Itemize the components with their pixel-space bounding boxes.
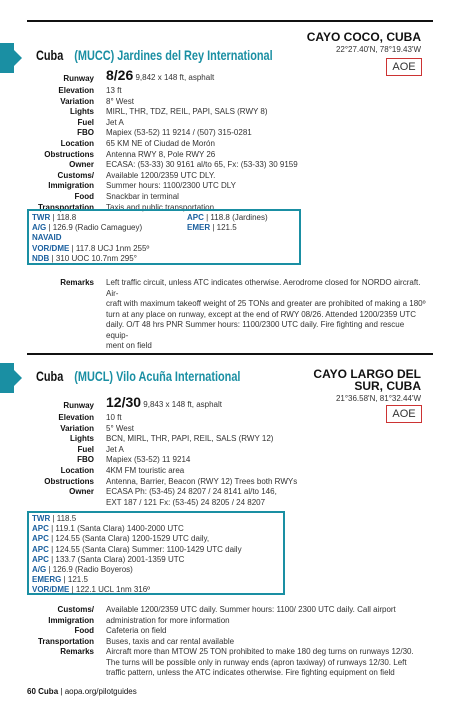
- field-label: Owner: [69, 160, 94, 170]
- field-value: [106, 171, 215, 182]
- field-value-text: ECASA Ph: (53-45) 24 8207 / 24 8141 al/to 146,: [106, 487, 277, 497]
- field-value: [106, 160, 298, 171]
- field-value-line: The turns will be possible only in runway ends (apron taxiway) of runways 12/30. Left: [106, 657, 407, 667]
- city-name: CAYO COCO, CUBA: [306, 30, 421, 44]
- frequency-type: TWR: [32, 213, 51, 222]
- section-tab-marker: [0, 43, 14, 73]
- frequency-value: 118.8 (Jardines): [210, 213, 268, 222]
- field-value-text: 9,842 x 148 ft, asphalt: [135, 73, 215, 82]
- frequency-line: NDB | 310 UOC 10.7nm 295°: [32, 253, 137, 263]
- field-label: Location: [60, 466, 94, 475]
- field-value: [106, 434, 273, 445]
- frequency-line: EMER | 121.5: [187, 223, 237, 233]
- field-label: Obstructions: [44, 149, 94, 159]
- field-value-text: 4KM FM touristic area: [106, 466, 185, 475]
- field-value-line: Available 1200/2359 UTC daily. Summer hours: 1100/ 2300 UTC daily. Call airport: [106, 605, 396, 614]
- field-value-text: EXT 187 / 121 Fx: (53-45) 24 8205 / 24 8207: [106, 497, 266, 507]
- field-value: [106, 150, 215, 161]
- field-value: [106, 192, 179, 203]
- frequency-type: NDB: [32, 253, 50, 263]
- frequency-type: A/G: [32, 223, 47, 233]
- footer-section: Cuba: [38, 687, 59, 696]
- frequency-value: 118.5: [56, 514, 77, 523]
- field-label: Food: [74, 626, 94, 635]
- remarks-text: [106, 278, 426, 352]
- frequency-type: NAVAID: [32, 233, 62, 243]
- field-value: [106, 394, 223, 411]
- frequency-value: 126.9 (Radio Boyeros): [52, 565, 133, 574]
- field-value-text: 65 KM NE of Ciudad de Morón: [106, 139, 215, 148]
- field-value-text: 8° West: [106, 96, 134, 106]
- field-value: [106, 455, 190, 466]
- frequency-line: APC | 118.8 (Jardines): [187, 213, 268, 222]
- field-value: [106, 97, 134, 108]
- frequency-line: VOR/DME | 117.8 UCJ 1nm 255º: [32, 243, 150, 253]
- remarks-line: craft with maximum takeoff weight of 25 TONs and greater are prohibited of making a 180º: [106, 299, 426, 308]
- frequency-type: VOR/DME: [32, 243, 70, 253]
- field-value-text: Mapiex (53-52) 11 9214 / (507) 315-0281: [106, 128, 252, 138]
- field-value-line: Buses, taxis and car rental available: [106, 636, 235, 646]
- frequency-value: 118.8: [56, 213, 77, 222]
- field-value: [106, 487, 277, 498]
- field-label: Immigration: [48, 615, 94, 625]
- section-tab-marker: [0, 363, 14, 393]
- airport-heading: [36, 368, 240, 384]
- remarks-line: daily. O/T 48 hrs PNR Summer hours: 1100/2300 UTC daily. Fire fighting and rescue equip-: [106, 320, 405, 340]
- field-label: Obstructions: [44, 476, 94, 486]
- frequency-type: APC: [32, 534, 49, 544]
- frequency-line: APC | 119.1 (Santa Clara) 1400-2000 UTC: [32, 524, 184, 534]
- field-value: [106, 424, 134, 435]
- page-footer: [27, 687, 137, 696]
- field-label: Customs/: [57, 170, 94, 180]
- field-value-text: Jet A: [106, 117, 124, 127]
- remarks-line: turn at any place on runway, except at the end of RWY 08/26. Attended 1200/2359 UTC: [106, 309, 416, 319]
- field-label: Remarks: [60, 647, 94, 656]
- field-label: Transportation: [37, 636, 94, 646]
- frequency-value: 310 UOC 10.7nm 295°: [55, 253, 137, 263]
- country-name: Cuba: [36, 368, 64, 384]
- field-label: Immigration: [48, 181, 94, 191]
- frequency-value: 119.1 (Santa Clara) 1400-2000 UTC: [55, 524, 184, 534]
- coordinates: 22°27.40'N, 78°19.43'W: [335, 45, 421, 54]
- field-label: Variation: [60, 96, 94, 106]
- remarks-line: Left traffic circuit, unless ATC indicates otherwise. Aerodrome closed for NORDO aircraft. Air-: [106, 278, 421, 298]
- frequency-line: TWR | 118.8: [32, 213, 77, 222]
- airport-heading: [36, 47, 273, 63]
- frequency-type: EMERG: [32, 575, 62, 585]
- remarks-line: ment on field: [106, 341, 152, 350]
- field-value: [106, 413, 122, 424]
- frequency-value: 121.5: [216, 223, 237, 233]
- field-label: Elevation: [58, 86, 94, 95]
- frequency-value: 124.55 (Santa Clara) 1200-1529 UTC daily,: [55, 534, 210, 544]
- frequency-value: 121.5: [67, 575, 88, 585]
- field-value-text: MIRL, THR, TDZ, REIL, PAPI, SALS (RWY 8): [106, 107, 268, 117]
- field-value-text: Summer hours: 1100/2300 UTC DLY: [106, 181, 236, 191]
- field-value-text: Snackbar in terminal: [106, 192, 179, 201]
- frequency-line: APC | 124.55 (Santa Clara) Summer: 1100-1429 UTC daily: [32, 544, 242, 554]
- frequency-type: TWR: [32, 514, 51, 523]
- field-value: [106, 118, 124, 129]
- coordinates: 21°36.58'N, 81°32.44'W: [335, 394, 421, 403]
- frequency-type: APC: [32, 524, 49, 534]
- field-value-line: Aircraft more than MTOW 25 TON prohibited to make 180 deg turns on runways 12/30.: [106, 647, 414, 656]
- field-value-text: Antenna RWY 8, Pole RWY 26: [106, 149, 216, 159]
- field-label: Location: [60, 139, 94, 148]
- field-value: [106, 67, 215, 84]
- footer-separator: |: [60, 687, 63, 696]
- field-value: [106, 139, 215, 150]
- frequency-value: 126.9 (Radio Camaguey): [52, 223, 143, 233]
- aoe-badge: AOE: [386, 58, 422, 76]
- page-number: 60: [27, 687, 36, 696]
- field-value: [106, 86, 122, 97]
- field-label: Runway: [63, 401, 94, 410]
- field-label: FBO: [77, 455, 94, 465]
- frequency-type: APC: [32, 554, 49, 564]
- field-value-line: administration for more information: [106, 615, 230, 625]
- frequency-type: A/G: [32, 565, 47, 574]
- section-rule: [27, 353, 433, 355]
- field-value-line: Cafeteria on field: [106, 626, 167, 635]
- frequency-type: VOR/DME: [32, 585, 70, 595]
- field-label: Lights: [70, 434, 94, 444]
- field-value: [106, 128, 252, 139]
- field-value-text: Available 1200/2359 UTC DLY.: [106, 170, 216, 180]
- field-label: Variation: [60, 423, 94, 433]
- field-value-text: Jet A: [106, 444, 124, 454]
- frequency-line: APC | 133.7 (Santa Clara) 2001-1359 UTC: [32, 554, 185, 564]
- field-label: Food: [74, 192, 94, 201]
- field-value-line: traffic pattern, unless the ATC indicates otherwise. Fire fighting equipment on field: [106, 668, 395, 677]
- field-label: Runway: [63, 74, 94, 83]
- field-value: [106, 445, 124, 456]
- frequency-type: EMER: [187, 223, 211, 233]
- field-value-text: 9,843 x 148 ft, asphalt: [143, 400, 223, 409]
- frequency-line: VOR/DME | 122.1 UCL 1nm 316º: [32, 585, 151, 595]
- field-value-text: Mapiex (53-52) 11 9214: [106, 455, 191, 465]
- field-value: [106, 181, 236, 192]
- frequency-line: EMERG | 121.5: [32, 575, 88, 585]
- field-value-text: BCN, MIRL, THR, PAPI, REIL, SALS (RWY 12): [106, 434, 274, 444]
- field-label: Fuel: [77, 444, 94, 454]
- frequency-type: APC: [187, 213, 204, 222]
- airport-code-name: (MUCC) Jardines del Rey International: [74, 47, 273, 63]
- field-value-text: Taxis and public transportation: [106, 202, 215, 212]
- field-label: FBO: [77, 128, 94, 138]
- frequency-line: A/G | 126.9 (Radio Camaguey): [32, 223, 143, 233]
- field-value-text: Antenna, Barrier, Beacon (RWY 12) Trees both RWYs: [106, 476, 298, 486]
- city-name-line2: SUR, CUBA: [354, 379, 421, 393]
- field-label: Elevation: [58, 413, 94, 422]
- runway-designator: 12/30: [106, 394, 142, 410]
- frequency-value: 122.1 UCL 1nm 316º: [75, 585, 151, 595]
- city-name-line1: CAYO LARGO DEL: [313, 367, 421, 381]
- footer-site: aopa.org/pilotguides: [64, 687, 137, 696]
- runway-designator: 8/26: [106, 67, 134, 83]
- frequency-line: [32, 233, 61, 243]
- field-value-text: 10 ft: [106, 413, 122, 422]
- airport-code-name: (MUCL) Vilo Acuña International: [74, 368, 241, 384]
- aoe-badge: AOE: [386, 405, 422, 423]
- frequency-value: 117.8 UCJ 1nm 255º: [75, 243, 150, 253]
- field-value: [106, 466, 184, 477]
- field-value-text: 13 ft: [106, 86, 122, 95]
- field-label: Transportation: [37, 202, 94, 212]
- frequency-line: APC | 124.55 (Santa Clara) 1200-1529 UTC daily,: [32, 534, 210, 544]
- frequency-line: TWR | 118.5: [32, 514, 77, 523]
- frequency-value: 124.55 (Santa Clara) Summer: 1100-1429 UTC daily: [55, 544, 242, 554]
- field-label: Fuel: [77, 117, 94, 127]
- country-name: Cuba: [36, 47, 64, 63]
- field-value-text: ECASA: (53-33) 30 9161 al/to 65, Fx: (53-33) 30 9159: [106, 160, 298, 170]
- frequency-type: APC: [32, 544, 49, 554]
- field-value: [106, 477, 297, 488]
- field-label: Customs/: [57, 605, 94, 614]
- field-value: [106, 498, 265, 509]
- frequency-value: 133.7 (Santa Clara) 2001-1359 UTC: [55, 554, 185, 564]
- top-rule: [27, 20, 433, 22]
- frequency-line: A/G | 126.9 (Radio Boyeros): [32, 565, 133, 574]
- remarks-label: Remarks: [60, 278, 94, 287]
- field-value-text: 5° West: [106, 423, 134, 433]
- field-label: Lights: [70, 107, 94, 117]
- frequency-box: [27, 209, 301, 265]
- frequency-box: [27, 511, 285, 595]
- field-label: Owner: [69, 487, 94, 497]
- field-value: [106, 107, 268, 118]
